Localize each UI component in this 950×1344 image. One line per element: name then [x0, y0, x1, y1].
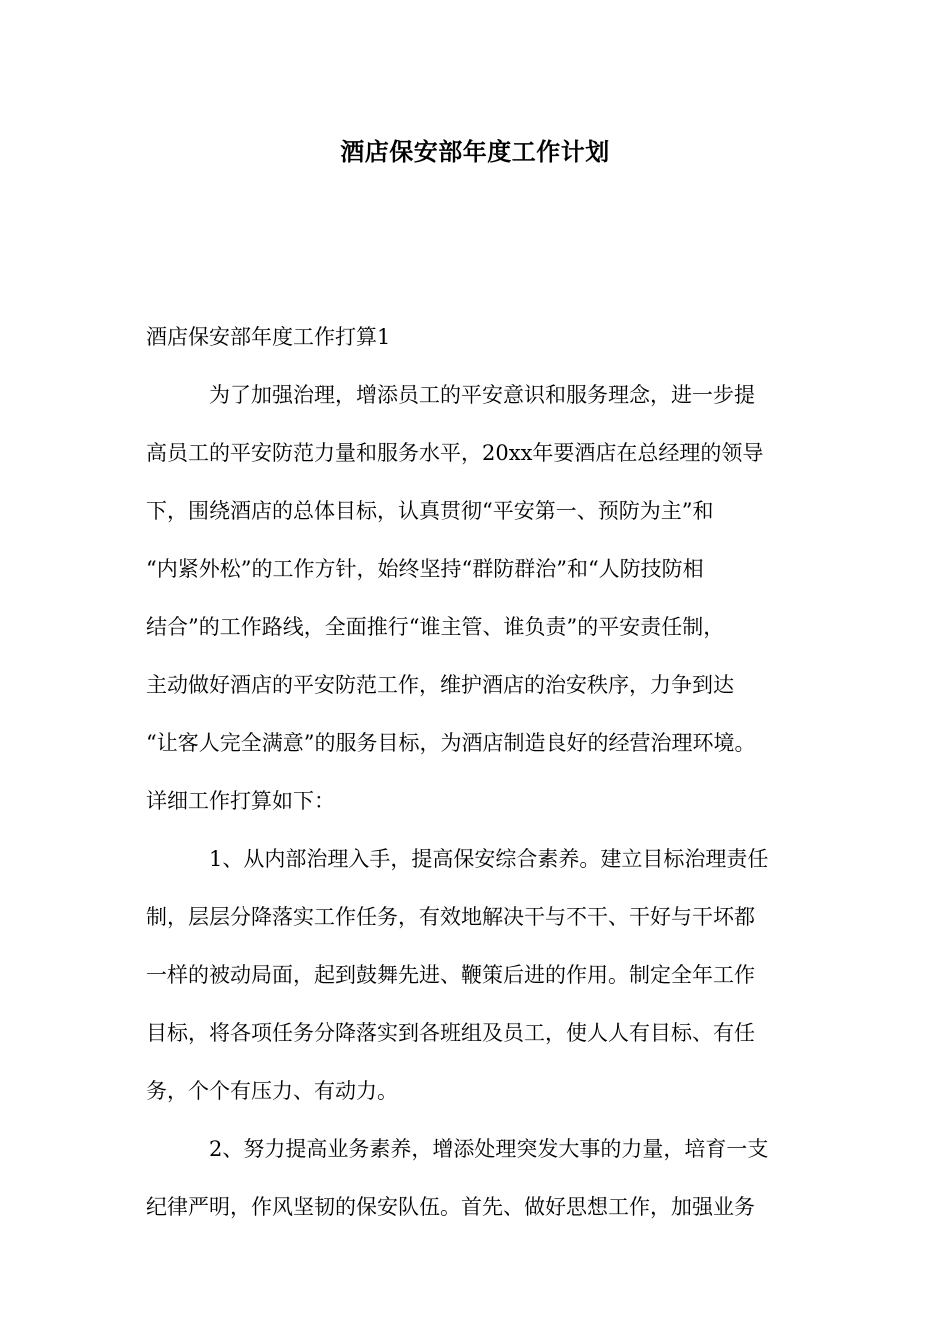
paragraph-line: 高员工的平安防范力量和服务水平，20xx年要酒店在总经理的领导	[146, 441, 764, 465]
paragraph-line: 详细工作打算如下：	[146, 789, 335, 813]
paragraph-line: “让客人完全满意”的服务目标，为酒店制造良好的经营治理环境。	[146, 731, 756, 755]
paragraph-line: 务，个个有压力、有动力。	[146, 1079, 398, 1103]
paragraph-line: 制，层层分降落实工作任务，有效地解决干与不干、干好与干坏都	[146, 905, 755, 929]
paragraph-line: 为了加强治理，增添员工的平安意识和服务理念，进一步提	[209, 383, 755, 407]
paragraph-line: 结合”的工作路线，全面推行“谁主管、谁负责”的平安责任制，	[146, 615, 725, 639]
paragraph-line: 目标，将各项任务分降落实到各班组及员工，使人人有目标、有任	[146, 1021, 755, 1045]
document-body	[146, 316, 814, 1244]
paragraph-line: 主动做好酒店的平安防范工作，维护酒店的治安秩序，力争到达	[146, 673, 734, 697]
paragraph-line: “内紧外松”的工作方针，始终坚持“群防群治”和“人防技防相	[146, 557, 704, 581]
paragraph-line: 1、从内部治理入手，提高保安综合素养。建立目标治理责任	[209, 847, 769, 871]
section-heading: 酒店保安部年度工作打算1	[146, 325, 391, 349]
document-title: 酒店保安部年度工作计划	[340, 137, 610, 166]
paragraph-line: 纪律严明，作风坚韧的保安队伍。首先、做好思想工作，加强业务	[146, 1195, 755, 1219]
paragraph-line: 一样的被动局面，起到鼓舞先进、鞭策后进的作用。制定全年工作	[146, 963, 755, 987]
paragraph-line: 下，围绕酒店的总体目标，认真贯彻“平安第一、预防为主”和	[146, 499, 714, 523]
paragraph-line: 2、努力提高业务素养，增添处理突发大事的力量，培育一支	[209, 1137, 769, 1161]
